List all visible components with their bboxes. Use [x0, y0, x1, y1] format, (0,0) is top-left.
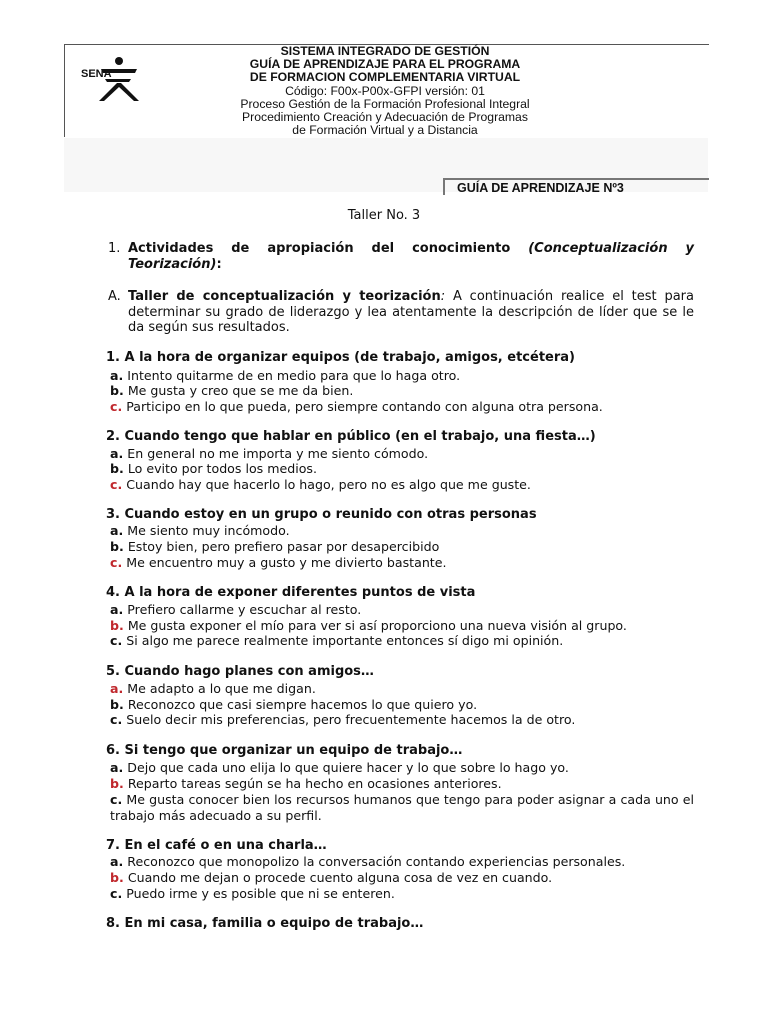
- header-line-2: GUÍA DE APRENDIZAJE PARA EL PROGRAMA: [249, 57, 521, 72]
- answer-option: [110, 539, 700, 555]
- option-text: Estoy bien, pero prefiero pasar por desapercibido: [123, 539, 440, 554]
- header-line-7: de Formación Virtual y a Distancia: [292, 123, 478, 138]
- option-letter: a.: [110, 854, 124, 869]
- option-letter: b.: [110, 697, 124, 712]
- option-text: Puedo irme y es posible que ni se enteren.: [122, 886, 395, 901]
- question-heading: 3. Cuando estoy en un grupo o reunido con otras personas: [106, 507, 537, 522]
- answer-option: [110, 697, 700, 713]
- option-text: Cuando hay que hacerlo lo hago, pero no es algo que me guste.: [122, 477, 531, 492]
- guide-label: GUÍA DE APRENDIZAJE Nº3: [443, 178, 709, 195]
- answer-option: [110, 633, 700, 649]
- answer-option: [110, 681, 700, 697]
- option-text: Me gusta conocer bien los recursos humanos que tengo para poder asignar a cada uno el trabajo más adecuado a su perfil.: [110, 792, 694, 823]
- question-heading: 8. En mi casa, familia o equipo de trabajo…: [106, 916, 424, 931]
- header-line-5: Proceso Gestión de la Formación Profesional Integral: [240, 96, 530, 111]
- answer-option: [110, 602, 700, 618]
- option-letter: c.: [110, 886, 123, 901]
- option-text: Intento quitarme de en medio para que lo haga otro.: [123, 368, 461, 383]
- option-text: Me encuentro muy a gusto y me divierto bastante.: [122, 555, 447, 570]
- answer-option: [110, 618, 700, 634]
- option-letter: b.: [110, 618, 124, 633]
- section-1-colon: :: [216, 256, 222, 272]
- answer-option: [110, 870, 700, 886]
- option-text: Me gusta y creo que se me da bien.: [123, 383, 354, 398]
- question-heading: 4. A la hora de exponer diferentes puntos de vista: [106, 585, 476, 600]
- header-line-6: Procedimiento Creación y Adecuación de Programas: [242, 110, 528, 125]
- option-letter: c.: [110, 792, 123, 807]
- option-text: Suelo decir mis preferencias, pero frecuentemente hacemos la de otro.: [122, 712, 576, 727]
- option-letter: c.: [110, 477, 123, 492]
- section-1-label: Actividades de apropiación del conocimiento: [128, 241, 529, 256]
- option-text: Lo evito por todos los medios.: [123, 461, 317, 476]
- section-a-label: Taller de conceptualización y teorización: [128, 289, 441, 304]
- question-heading: 1. A la hora de organizar equipos (de trabajo, amigos, etcétera): [106, 350, 575, 365]
- answer-option: [110, 383, 700, 399]
- option-text: Reparto tareas según se ha hecho en ocasiones anteriores.: [123, 776, 502, 791]
- question-heading: 2. Cuando tengo que hablar en público (en el trabajo, una fiesta…): [106, 429, 596, 444]
- option-text: Participo en lo que pueda, pero siempre contando con alguna otra persona.: [122, 399, 603, 414]
- question-heading: 7. En el café o en una charla…: [106, 838, 327, 853]
- option-letter: a.: [110, 446, 124, 461]
- option-text: Cuando me dejan o procede cuento alguna cosa de vez en cuando.: [123, 870, 553, 885]
- option-text: Me gusta exponer el mío para ver si así proporciono una nueva visión al grupo.: [123, 618, 627, 633]
- option-letter: b.: [110, 776, 124, 791]
- section-1-italic: (Conceptualización y Teorización): [128, 241, 694, 272]
- document-header: [64, 44, 709, 137]
- option-letter: a.: [110, 760, 124, 775]
- section-a-colon: :: [440, 289, 446, 304]
- answer-option: [110, 461, 700, 477]
- option-text: Me siento muy incómodo.: [123, 523, 290, 538]
- option-text: Reconozco que monopolizo la conversación contando experiencias personales.: [123, 854, 626, 869]
- section-a-paragraph: [128, 289, 694, 336]
- answer-option: [110, 886, 700, 902]
- header-line-1: SISTEMA INTEGRADO DE GESTIÓN: [280, 44, 490, 58]
- section-1-number: 1.: [108, 241, 121, 256]
- option-letter: c.: [110, 399, 123, 414]
- answer-option: [110, 712, 700, 728]
- section-1-heading: [128, 241, 694, 272]
- option-letter: b.: [110, 461, 124, 476]
- section-a-letter: A.: [108, 289, 121, 304]
- question-heading: 5. Cuando hago planes con amigos…: [106, 664, 374, 679]
- answer-option: [110, 523, 700, 539]
- option-text: Prefiero callarme y escuchar al resto.: [123, 602, 362, 617]
- option-letter: a.: [110, 368, 124, 383]
- header-line-4: Código: F00x-P00x-GFPI versión: 01: [285, 83, 485, 98]
- option-letter: c.: [110, 633, 123, 648]
- option-letter: b.: [110, 870, 124, 885]
- option-letter: a.: [110, 523, 124, 538]
- answer-option: [110, 399, 700, 415]
- option-letter: c.: [110, 712, 123, 727]
- sena-logo-icon: [79, 55, 147, 103]
- answer-option: [110, 446, 700, 462]
- answer-option: [110, 555, 700, 571]
- option-text: Me adapto a lo que me digan.: [123, 681, 316, 696]
- option-letter: a.: [110, 681, 124, 696]
- section-a-text: A continuación realice el test para determinar su grado de liderazgo y lea atentamente la descripción de líder que se le da según sus resultados.: [128, 289, 694, 335]
- option-text: Reconozco que casi siempre hacemos lo que quiero yo.: [123, 697, 478, 712]
- option-letter: a.: [110, 602, 124, 617]
- answer-option: [110, 792, 694, 823]
- answer-option: [110, 477, 700, 493]
- option-letter: b.: [110, 383, 124, 398]
- question-heading: 6. Si tengo que organizar un equipo de trabajo…: [106, 743, 463, 758]
- option-letter: c.: [110, 555, 123, 570]
- answer-option: [110, 368, 700, 384]
- answer-option: [110, 760, 700, 776]
- header-line-3: DE FORMACION COMPLEMENTARIA VIRTUAL: [249, 70, 521, 85]
- option-text: Si algo me parece realmente importante entonces sí digo mi opinión.: [122, 633, 564, 648]
- logo-text: SENA: [81, 68, 112, 80]
- option-letter: b.: [110, 539, 124, 554]
- header-lines: [175, 45, 595, 137]
- page-title: Taller No. 3: [347, 208, 421, 223]
- answer-option: [110, 854, 700, 870]
- answer-option: [110, 776, 700, 792]
- option-text: Dejo que cada uno elija lo que quiere hacer y lo que sobre lo hago yo.: [123, 760, 569, 775]
- option-text: En general no me importa y me siento cómodo.: [123, 446, 429, 461]
